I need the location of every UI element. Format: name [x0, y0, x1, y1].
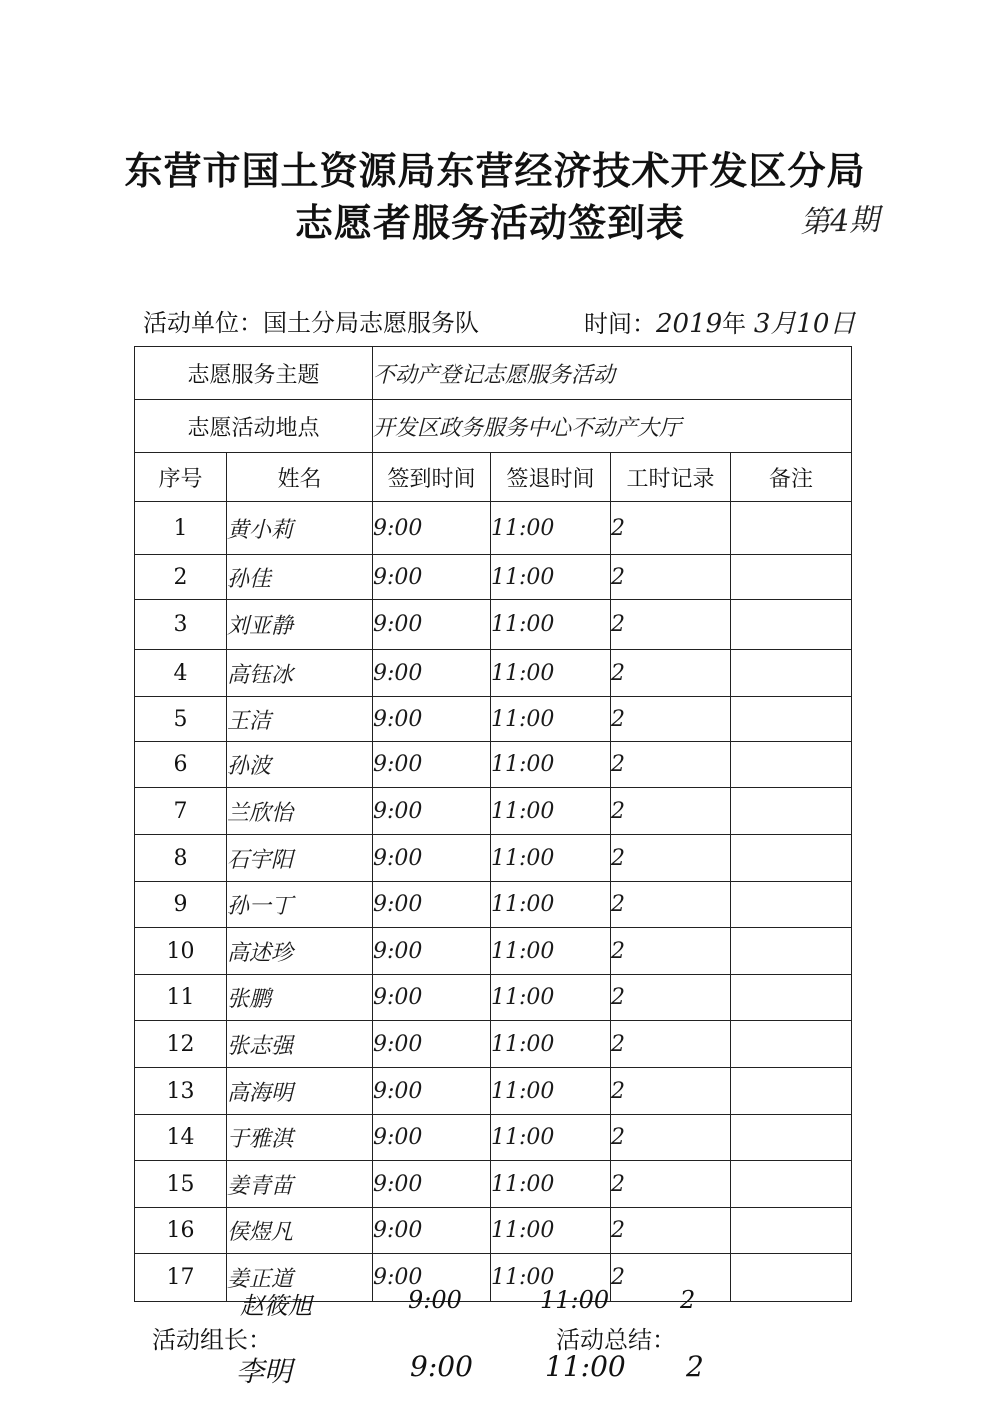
table-row [135, 928, 852, 975]
hours-record: 2 [611, 835, 731, 882]
time-year-suffix: 年 [722, 310, 747, 338]
leader-sign-out: 11:00 [545, 1350, 626, 1383]
sign-in-time: 9:00 [373, 650, 491, 697]
volunteer-name: 王洁 [227, 697, 373, 742]
sign-in-time: 9:00 [373, 1068, 491, 1115]
row-number: 3 [135, 600, 227, 650]
hours-record: 2 [611, 928, 731, 975]
column-header-row [135, 453, 852, 502]
table-row [135, 742, 852, 788]
sign-out-time: 11:00 [491, 697, 611, 742]
table-row [135, 788, 852, 835]
volunteer-name: 孙一丁 [227, 882, 373, 928]
sign-in-time: 9:00 [373, 1254, 491, 1302]
volunteer-name: 姜青苗 [227, 1161, 373, 1208]
hours-record: 2 [611, 555, 731, 600]
overflow-sign-in: 9:00 [408, 1286, 462, 1314]
row-number: 15 [135, 1161, 227, 1208]
theme-label: 志愿服务主题 [135, 347, 373, 400]
remarks-cell [731, 1208, 852, 1254]
document-subtitle: 志愿者服务活动签到表 [294, 201, 685, 245]
activity-date [584, 303, 855, 340]
volunteer-name: 姜正道 [227, 1254, 373, 1302]
sign-in-time: 9:00 [373, 742, 491, 788]
row-number: 12 [135, 1021, 227, 1068]
overflow-name: 赵筱旭 [240, 1292, 312, 1320]
time-label: 时间： [584, 310, 656, 338]
theme-row [135, 347, 852, 400]
hours-record: 2 [611, 1208, 731, 1254]
sign-out-time: 11:00 [491, 742, 611, 788]
hours-record: 2 [611, 1021, 731, 1068]
hours-record: 2 [611, 788, 731, 835]
sign-out-time: 11:00 [491, 1068, 611, 1115]
table-row [135, 1068, 852, 1115]
volunteer-name: 刘亚静 [227, 600, 373, 650]
sign-out-time: 11:00 [491, 502, 611, 555]
sign-out-time: 11:00 [491, 1208, 611, 1254]
column-header-hours: 工时记录 [611, 453, 731, 502]
remarks-cell [731, 555, 852, 600]
row-number: 9 [135, 882, 227, 928]
remarks-cell [731, 742, 852, 788]
sign-out-time: 11:00 [491, 600, 611, 650]
remarks-cell [731, 882, 852, 928]
period-note: 第4期 [799, 202, 880, 241]
remarks-cell [731, 788, 852, 835]
location-row [135, 400, 852, 453]
sign-out-time: 11:00 [491, 928, 611, 975]
sign-in-table [134, 346, 852, 1302]
remarks-cell [731, 697, 852, 742]
location-label: 志愿活动地点 [135, 400, 373, 453]
sign-out-time: 11:00 [491, 1021, 611, 1068]
overflow-hours: 2 [680, 1286, 696, 1314]
table-row [135, 502, 852, 555]
volunteer-name: 高钰冰 [227, 650, 373, 697]
hours-record: 2 [611, 742, 731, 788]
row-number: 10 [135, 928, 227, 975]
hours-record: 2 [611, 502, 731, 555]
sign-out-time: 11:00 [491, 788, 611, 835]
row-number: 1 [135, 502, 227, 555]
activity-unit [143, 303, 479, 338]
column-header-sign-out: 签退时间 [491, 453, 611, 502]
hours-record: 2 [611, 1161, 731, 1208]
hours-record: 2 [611, 1254, 731, 1302]
column-header-remarks: 备注 [731, 453, 852, 502]
remarks-cell [731, 835, 852, 882]
hours-record: 2 [611, 600, 731, 650]
hours-record: 2 [611, 1115, 731, 1161]
time-year: 2019 [656, 309, 723, 339]
sign-in-time: 9:00 [373, 788, 491, 835]
sign-in-time: 9:00 [373, 502, 491, 555]
volunteer-name: 石宇阳 [227, 835, 373, 882]
remarks-cell [731, 1161, 852, 1208]
time-month-day: 3月10日 [753, 309, 856, 339]
table-row [135, 835, 852, 882]
row-number: 4 [135, 650, 227, 697]
leader-name: 李明 [236, 1355, 293, 1388]
volunteer-name: 高海明 [227, 1068, 373, 1115]
row-number: 2 [135, 555, 227, 600]
table-row [135, 1161, 852, 1208]
table-row [135, 555, 852, 600]
remarks-cell [731, 650, 852, 697]
row-number: 11 [135, 975, 227, 1021]
hours-record: 2 [611, 697, 731, 742]
sign-out-time: 11:00 [491, 650, 611, 697]
volunteer-name: 于雅淇 [227, 1115, 373, 1161]
hours-record: 2 [611, 975, 731, 1021]
leader-sign-in: 9:00 [410, 1350, 473, 1383]
sign-out-time: 11:00 [491, 835, 611, 882]
volunteer-name: 高述珍 [227, 928, 373, 975]
table-row [135, 1021, 852, 1068]
sign-in-time: 9:00 [373, 975, 491, 1021]
volunteer-name: 黄小莉 [227, 502, 373, 555]
sign-out-time: 11:00 [491, 555, 611, 600]
sign-in-time: 9:00 [373, 1021, 491, 1068]
row-number: 6 [135, 742, 227, 788]
table-row [135, 1115, 852, 1161]
remarks-cell [731, 502, 852, 555]
sign-out-time: 11:00 [491, 1115, 611, 1161]
sign-in-time: 9:00 [373, 1115, 491, 1161]
sign-in-time: 9:00 [373, 1161, 491, 1208]
sign-in-time: 9:00 [373, 555, 491, 600]
row-number: 13 [135, 1068, 227, 1115]
sign-in-time: 9:00 [373, 882, 491, 928]
column-header-name: 姓名 [227, 453, 373, 502]
sign-in-time: 9:00 [373, 1208, 491, 1254]
document-title: 东营市国土资源局东营经济技术开发区分局 [124, 149, 866, 193]
hours-record: 2 [611, 1068, 731, 1115]
leader-hours: 2 [686, 1350, 704, 1383]
overflow-sign-out: 11:00 [540, 1286, 610, 1314]
row-number: 5 [135, 697, 227, 742]
unit-label: 活动单位： [143, 309, 263, 337]
remarks-cell [731, 1021, 852, 1068]
remarks-cell [731, 600, 852, 650]
unit-value: 国土分局志愿服务队 [263, 309, 479, 337]
sign-in-time: 9:00 [373, 697, 491, 742]
remarks-cell [731, 975, 852, 1021]
volunteer-name: 侯煜凡 [227, 1208, 373, 1254]
location-value: 开发区政务服务中心不动产大厅 [373, 400, 852, 453]
volunteer-name: 兰欣怡 [227, 788, 373, 835]
summary-label: 活动总结： [556, 1326, 676, 1354]
hours-record: 2 [611, 650, 731, 697]
leader-label: 活动组长： [152, 1326, 272, 1354]
sign-out-time: 11:00 [491, 1254, 611, 1302]
remarks-cell [731, 1068, 852, 1115]
row-number: 8 [135, 835, 227, 882]
volunteer-name: 张志强 [227, 1021, 373, 1068]
sign-in-time: 9:00 [373, 835, 491, 882]
sign-out-time: 11:00 [491, 1161, 611, 1208]
table-row [135, 882, 852, 928]
volunteer-name: 孙佳 [227, 555, 373, 600]
remarks-cell [731, 1254, 852, 1302]
sign-out-time: 11:00 [491, 975, 611, 1021]
row-number: 14 [135, 1115, 227, 1161]
remarks-cell [731, 1115, 852, 1161]
sign-in-time: 9:00 [373, 600, 491, 650]
row-number: 7 [135, 788, 227, 835]
hours-record: 2 [611, 882, 731, 928]
table-row [135, 1208, 852, 1254]
table-row [135, 975, 852, 1021]
sign-out-time: 11:00 [491, 882, 611, 928]
column-header-sign-in: 签到时间 [373, 453, 491, 502]
table-row [135, 697, 852, 742]
theme-value: 不动产登记志愿服务活动 [373, 347, 852, 400]
table-row [135, 600, 852, 650]
row-number: 16 [135, 1208, 227, 1254]
column-header-no: 序号 [135, 453, 227, 502]
volunteer-name: 张鹏 [227, 975, 373, 1021]
volunteer-name: 孙波 [227, 742, 373, 788]
row-number: 17 [135, 1254, 227, 1302]
sign-in-time: 9:00 [373, 928, 491, 975]
remarks-cell [731, 928, 852, 975]
table-row [135, 650, 852, 697]
